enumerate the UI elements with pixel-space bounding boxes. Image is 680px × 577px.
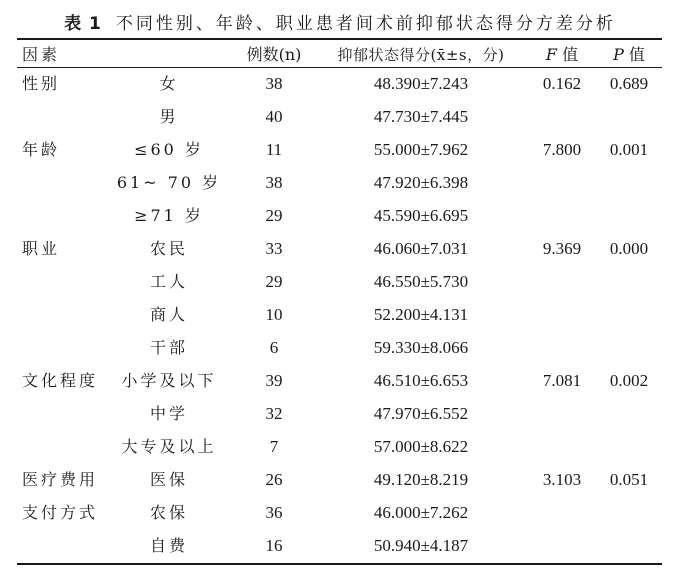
row-level: 小学及以下 [121, 371, 217, 390]
row-score: 52.200±4.131 [373, 305, 469, 324]
row-level: 干部 [149, 338, 188, 357]
header-p-symbol: P [613, 45, 624, 64]
row-f-value: 7.081 [542, 371, 582, 390]
row-level: 自费 [149, 536, 188, 555]
row-score: 55.000±7.962 [373, 140, 469, 159]
header-f-symbol: F [545, 45, 557, 64]
row-p-value: 0.002 [609, 371, 649, 390]
header-rule [17, 67, 662, 68]
row-factor: 年龄 [22, 140, 61, 159]
row-f-value: 3.103 [542, 470, 582, 489]
row-score: 47.920±6.398 [373, 173, 469, 192]
row-score: 57.000±8.622 [373, 437, 469, 456]
row-count: 39 [265, 371, 283, 390]
header-p [596, 45, 662, 65]
row-level: 女 [159, 74, 179, 93]
row-f-value: 9.369 [542, 239, 582, 258]
row-score: 46.000±7.262 [373, 503, 469, 522]
row-factor: 性别 [22, 74, 61, 93]
top-rule [17, 38, 662, 40]
row-count: 38 [265, 173, 283, 192]
bottom-rule [17, 563, 662, 565]
row-score: 46.510±6.653 [373, 371, 469, 390]
row-p-value: 0.051 [609, 470, 649, 489]
row-score: 46.550±5.730 [373, 272, 469, 291]
row-level: 农保 [149, 503, 188, 522]
row-count: 32 [265, 404, 283, 423]
caption-number: 表 1 [64, 14, 102, 34]
row-score: 47.730±7.445 [373, 107, 469, 126]
header-f [530, 45, 594, 65]
row-p-value: 0.001 [609, 140, 649, 159]
header-factor: 因素 [22, 45, 61, 64]
row-p-value: 0.689 [609, 74, 649, 93]
row-level: ≥71 岁 [134, 206, 204, 225]
row-factor: 医疗费用 [22, 470, 99, 489]
row-score: 50.940±4.187 [373, 536, 469, 555]
row-count: 16 [265, 536, 283, 555]
table-caption [0, 9, 680, 34]
row-level: 医保 [149, 470, 188, 489]
row-count: 7 [269, 437, 279, 456]
row-level: 中学 [149, 404, 188, 423]
row-level: 61~ 70 岁 [116, 173, 222, 192]
row-level: 工人 [149, 272, 188, 291]
row-factor: 支付方式 [22, 503, 99, 522]
caption-text: 不同性别、年龄、职业患者间术前抑郁状态得分方差分析 [115, 14, 616, 34]
row-count: 29 [265, 272, 283, 291]
row-level: ≤60 岁 [134, 140, 204, 159]
row-score: 47.970±6.552 [373, 404, 469, 423]
header-score: 抑郁状态得分(x̄±s，分) [337, 46, 505, 64]
row-count: 26 [265, 470, 283, 489]
row-f-value: 7.800 [542, 140, 582, 159]
header-count: 例数(n) [246, 45, 302, 64]
row-score: 49.120±8.219 [373, 470, 469, 489]
row-count: 33 [265, 239, 283, 258]
row-level: 商人 [149, 305, 188, 324]
row-score: 48.390±7.243 [373, 74, 469, 93]
row-count: 40 [265, 107, 283, 126]
row-level: 男 [159, 107, 179, 126]
row-score: 59.330±8.066 [373, 338, 469, 357]
row-p-value: 0.000 [609, 239, 649, 258]
row-score: 46.060±7.031 [373, 239, 469, 258]
header-f-suffix: 值 [562, 45, 579, 64]
row-count: 38 [265, 74, 283, 93]
header-p-suffix: 值 [628, 45, 645, 64]
row-level: 农民 [149, 239, 188, 258]
row-count: 29 [265, 206, 283, 225]
row-factor: 文化程度 [22, 371, 99, 390]
row-count: 10 [265, 305, 283, 324]
row-level: 大专及以上 [121, 437, 217, 456]
row-f-value: 0.162 [542, 74, 582, 93]
row-score: 45.590±6.695 [373, 206, 469, 225]
row-count: 36 [265, 503, 283, 522]
row-count: 11 [265, 140, 283, 159]
row-factor: 职业 [22, 239, 61, 258]
row-count: 6 [269, 338, 279, 357]
